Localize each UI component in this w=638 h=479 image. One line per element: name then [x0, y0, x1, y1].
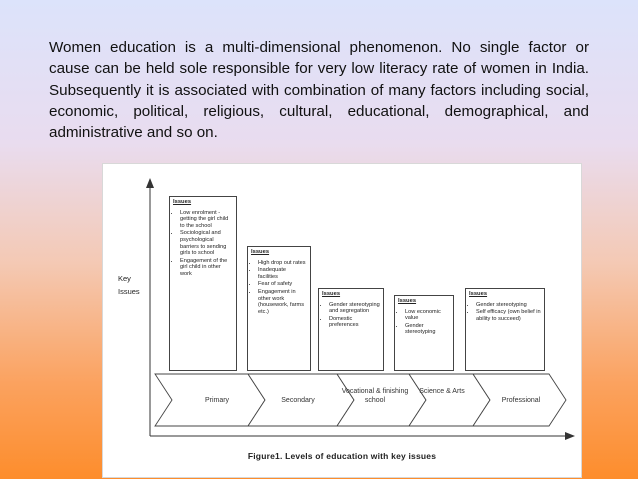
issue-item: • Fear of safety [258, 281, 307, 288]
issue-box-header: Issues [322, 291, 341, 297]
issue-box-header: Issues [398, 298, 417, 304]
stage-label-science-arts: Science & Arts [419, 388, 465, 395]
issue-item: • Gender stereotyping [405, 323, 450, 336]
y-axis-arrow [146, 178, 154, 188]
issue-box-header: Issues [173, 199, 192, 205]
x-axis-arrow [565, 432, 575, 440]
stage-label-secondary: Secondary [281, 397, 315, 404]
issue-item: • Low enrolment - getting the girl child to the school [180, 210, 233, 230]
issue-box-header: Issues [251, 249, 270, 255]
issue-item: • Inadequate facilities [258, 267, 307, 280]
issue-item: • Sociological and psychological barriers to sending girls to school [180, 230, 233, 256]
stage-label-primary: Primary [204, 397, 230, 404]
issue-item: • Gender stereotyping [476, 302, 541, 309]
issue-box-professional [465, 288, 545, 371]
issue-item: • High drop out rates [258, 260, 307, 267]
issue-box-vocational [318, 288, 384, 371]
stage-label-professional: Professional [501, 397, 541, 404]
figure-caption: Figure1. Levels of education with key issues [247, 451, 437, 461]
stage-label-vocational: Vocational & finishing school [341, 388, 409, 404]
issue-item: • Engagement of the girl child in other work [180, 258, 233, 278]
issue-box-science-arts [394, 295, 454, 371]
axis-key-label [118, 272, 140, 298]
issue-item: • Gender stereotyping and segregation [329, 302, 380, 315]
key-text: Key [118, 274, 131, 283]
issue-item: • Low economic value [405, 309, 450, 322]
education-levels-figure [102, 163, 582, 478]
intro-paragraph: Women education is a multi-dimensional phenomenon. No single factor or cause can be held sole responsible for very low literacy rate of women in India. Subsequently it is associated with combination of many factors including social, economic, political, religious, cultural, educational, demographical, and administrative and so on. [49, 39, 589, 142]
issues-text: Issues [118, 287, 140, 296]
issue-box-header: Issues [469, 291, 488, 297]
issue-item: • Engagement in other work (housework, farms etc.) [258, 289, 307, 315]
issue-box-secondary [247, 246, 311, 371]
issue-box-primary [169, 196, 237, 371]
issue-item: • Self efficacy (own belief in ability to succeed) [476, 309, 541, 322]
issue-item: • Domestic preferences [329, 316, 380, 329]
